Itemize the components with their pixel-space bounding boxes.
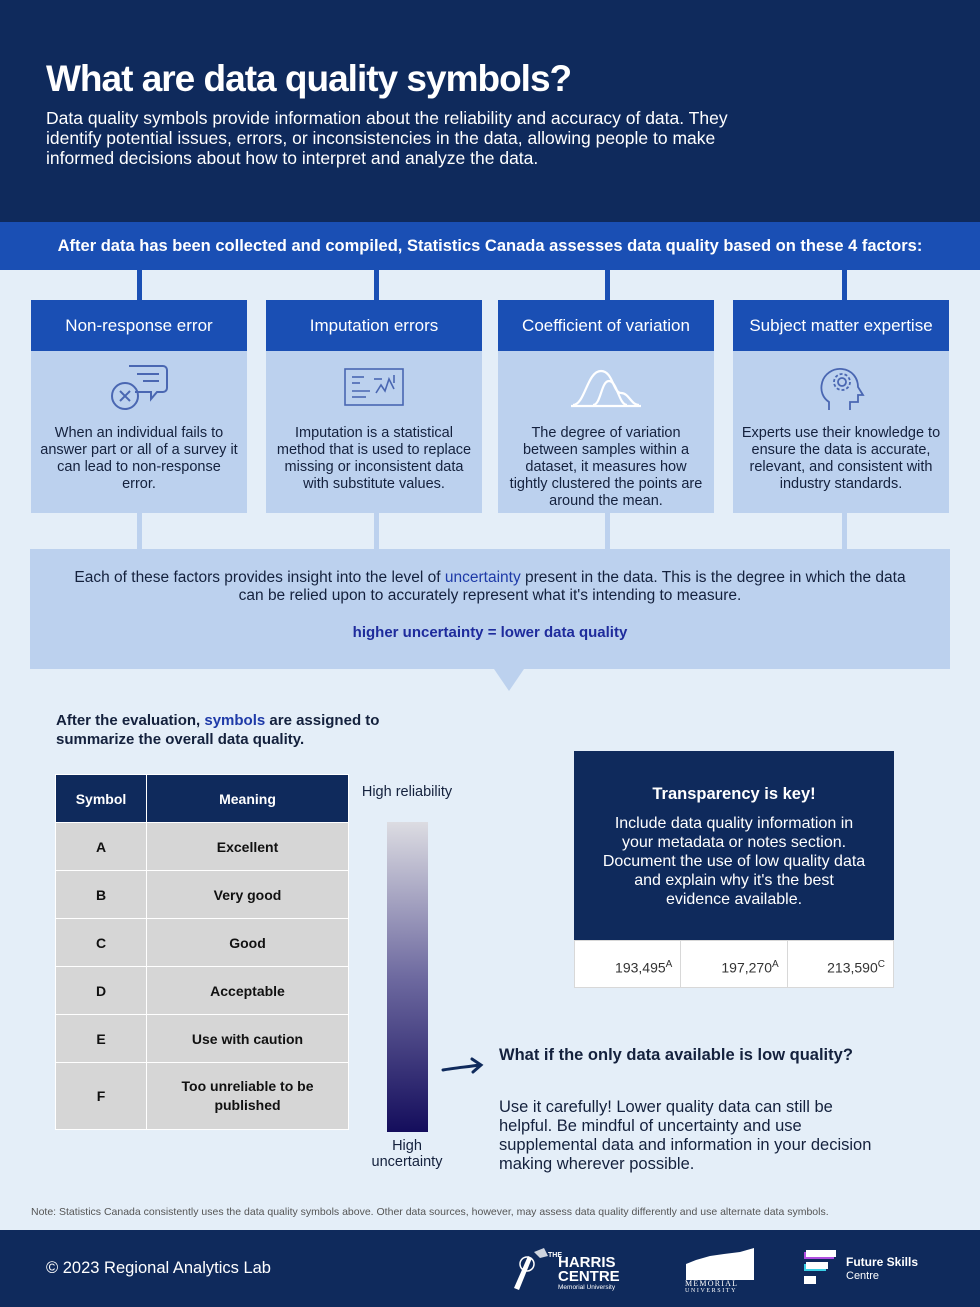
column-header: Meaning: [147, 775, 349, 823]
factor-card-non-response: [31, 300, 247, 513]
meaning-cell: Too unreliable to be published: [147, 1063, 349, 1130]
page-title: What are data quality symbols?: [46, 58, 572, 99]
symbol-cell: A: [56, 823, 147, 871]
connector-line: [605, 270, 610, 300]
connector-line: [842, 270, 847, 300]
factor-description: The degree of variation between samples within a dataset, it measures how tightly clustered the points are around the mean.: [509, 425, 703, 509]
table-row: [56, 871, 349, 919]
arrow-right-icon: [440, 1057, 486, 1082]
factor-description: Experts use their knowledge to ensure the data is accurate, relevant, and consistent with industry standards.: [741, 425, 941, 492]
factor-card-expertise: [733, 300, 949, 513]
intro-text: Data quality symbols provide information about the reliability and accuracy of data. They identify potential issues, errors, or inconsistencies in the data, allowing people to make informed decisions about how to interpret and analyze the data.: [46, 108, 728, 168]
factor-title: Coefficient of variation: [498, 300, 714, 351]
meaning-cell: Use with caution: [147, 1015, 349, 1063]
meaning-cell: Very good: [147, 871, 349, 919]
column-header: Symbol: [56, 775, 147, 823]
connector-line: [842, 513, 847, 549]
head-gear-icon: [733, 351, 949, 425]
factor-card-imputation: [266, 300, 482, 513]
transparency-box: [574, 751, 894, 940]
uncertainty-box: [30, 549, 950, 669]
svg-text:Future Skills: Future Skills: [846, 1255, 919, 1269]
table-row: [56, 1015, 349, 1063]
meaning-cell: Good: [147, 919, 349, 967]
factor-description: When an individual fails to answer part or all of a survey it can lead to non-response error.: [40, 425, 238, 492]
symbols-intro: After the evaluation, symbols are assigned to summarize the overall data quality.: [56, 712, 380, 748]
meaning-cell: Excellent: [147, 823, 349, 871]
footnote: Note: Statistics Canada consistently uses the data quality symbols above. Other data sources, however, may assess data quality differently and use alternate data symbols.: [31, 1206, 829, 1218]
symbol-cell: F: [56, 1063, 147, 1130]
svg-text:UNIVERSITY: UNIVERSITY: [685, 1288, 737, 1292]
table-row: [56, 1063, 349, 1130]
reliability-gradient-bar: [387, 822, 428, 1132]
example-values-table: [574, 940, 894, 988]
harris-centre-logo: [510, 1248, 628, 1290]
symbol-cell: D: [56, 967, 147, 1015]
quality-symbol: A: [665, 959, 673, 970]
factor-title: Subject matter expertise: [733, 300, 949, 351]
table-row: [56, 967, 349, 1015]
symbol-cell: E: [56, 1015, 147, 1063]
copyright-text: © 2023 Regional Analytics Lab: [46, 1259, 271, 1277]
connector-line: [605, 513, 610, 549]
svg-text:MEMORIAL: MEMORIAL: [685, 1279, 739, 1288]
uncertainty-text: Each of these factors provides insight into the level of uncertainty present in the data. This is the degree in which the data can be relied upon to accurately represent what it's intending to measure.: [74, 569, 906, 604]
connector-line: [137, 270, 142, 300]
example-value-cell: $193,495^A$: [575, 941, 681, 987]
memorial-university-logo: [684, 1246, 758, 1297]
box-pointer: [494, 669, 524, 691]
svg-text:Centre: Centre: [846, 1270, 880, 1282]
connector-line: [374, 513, 379, 549]
quality-symbol: C: [877, 959, 885, 970]
table-header-row: [56, 775, 349, 823]
bell-curve-icon: [498, 351, 714, 425]
symbol-cell: C: [56, 919, 147, 967]
transparency-body: Include data quality information in your metadata or notes section. Document the use of low quality data and explain why it's the best evidence available.: [602, 815, 866, 908]
factor-description: Imputation is a statistical method that is used to replace missing or inconsistent data with substitute values.: [276, 425, 472, 492]
symbol-table: [55, 774, 349, 1130]
factor-title: Imputation errors: [266, 300, 482, 351]
svg-text:HARRIS: HARRIS: [558, 1254, 616, 1271]
factors-banner: After data has been collected and compiled, Statistics Canada assesses data quality based on these 4 factors:: [0, 222, 980, 270]
svg-text:Memorial University: Memorial University: [558, 1284, 616, 1291]
symbols-highlight: symbols: [204, 712, 266, 729]
svg-text:CENTRE: CENTRE: [558, 1268, 620, 1285]
symbol-cell: B: [56, 871, 147, 919]
factor-card-coefficient: [498, 300, 714, 513]
table-row: [56, 919, 349, 967]
footer: [0, 1230, 980, 1307]
uncertainty-highlight: uncertainty: [444, 569, 521, 586]
svg-text:THE: THE: [548, 1252, 562, 1259]
connector-line: [374, 270, 379, 300]
factor-title: Non-response error: [31, 300, 247, 351]
example-value-cell: $213,590^C$: [827, 959, 885, 976]
chat-x-icon: [31, 351, 247, 425]
connector-line: [137, 513, 142, 549]
low-quality-answer: Use it carefully! Lower quality data can still be helpful. Be mindful of uncertainty and use supplemental data and information in your decision making wherever possible.: [499, 1098, 872, 1173]
table-row: [56, 823, 349, 871]
whiteboard-formula-icon: [266, 351, 482, 425]
gradient-top-label: High reliability: [361, 784, 453, 800]
gradient-bottom-label: High uncertainty: [371, 1138, 443, 1170]
quality-symbol: A: [771, 959, 779, 970]
header: [0, 0, 980, 222]
future-skills-centre-logo: [804, 1250, 934, 1293]
uncertainty-equation: higher uncertainty = lower data quality: [352, 624, 628, 641]
meaning-cell: Acceptable: [147, 967, 349, 1015]
transparency-title: Transparency is key!: [652, 785, 816, 803]
example-value-cell: $197,270^A$: [681, 941, 787, 987]
low-quality-question: What if the only data available is low quality?: [499, 1046, 853, 1064]
